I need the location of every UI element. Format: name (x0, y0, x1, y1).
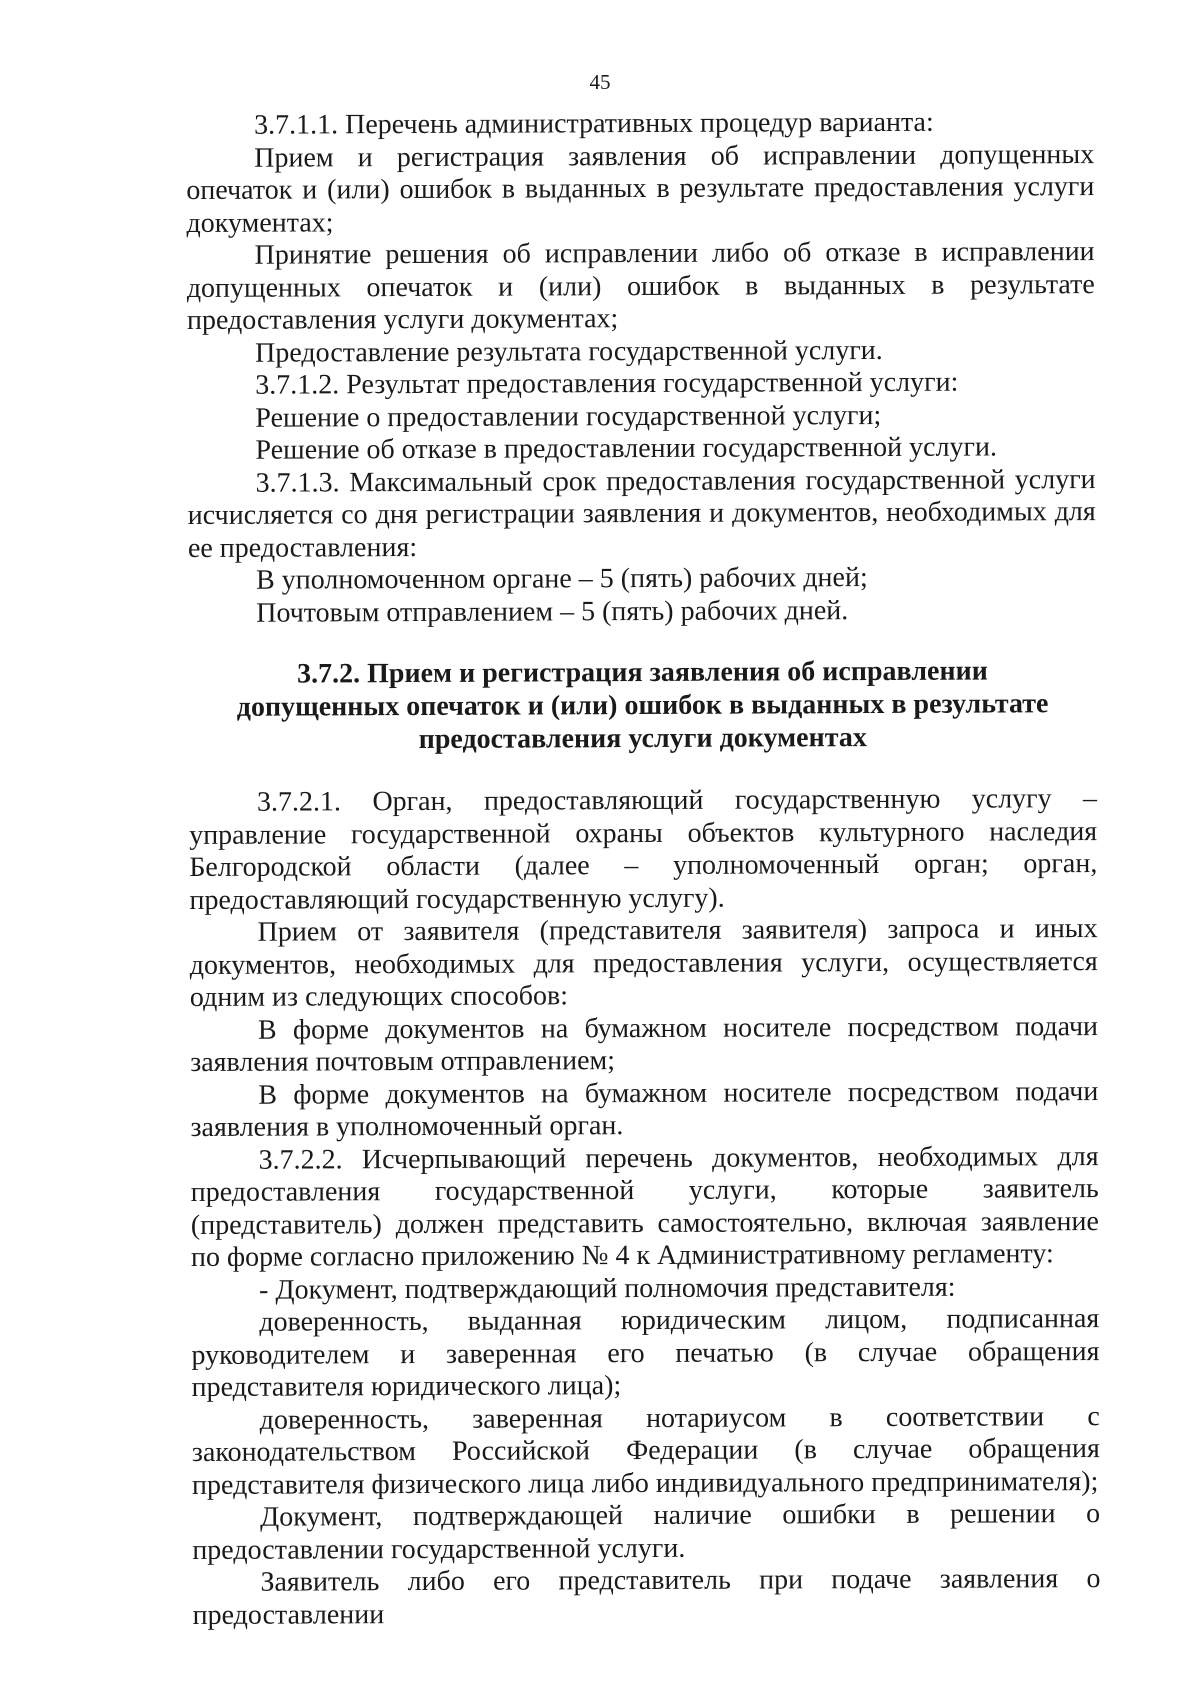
heading-line-2: допущенных опечаток и (или) ошибок в выданных в результате (236, 688, 1049, 723)
list-item-procedure-3: Предоставление результата государственной услуги. (254, 334, 883, 369)
list-item-procedure-2: Принятие решения об исправлении либо об отказе в исправлении допущенных опечаток и (или) ошибок в выданных в результате предоставления услуги документах; (186, 236, 1095, 336)
list-item-method-2: В форме документов на бумажном носителе посредством подачи заявления в уполномоченный орган. (190, 1075, 1099, 1143)
paragraph-submission-methods: Прием от заявителя (представителя заявителя) запроса и иных документов, необходимых для предоставления услуги, осуществляется одним из следующих способов: (189, 913, 1098, 1013)
list-item-procedure-1: Прием и регистрация заявления об исправлении допущенных опечаток и (или) ошибок в выданных в результате предоставления услуги документах; (186, 138, 1095, 239)
list-item-term-2: Почтовым отправлением – 5 (пять) рабочих дней. (256, 594, 849, 629)
list-item-power-of-attorney-notary: доверенность, заверенная нотариусом в соответствии с законодательством Российской Федерации (в случае обращения представителя физического лица либо индивидуального предпринимателя); (191, 1400, 1100, 1501)
paragraph-applicant-submission: Заявитель либо его представитель при подаче заявления о предоставлении (192, 1563, 1101, 1631)
list-item-term-1: В уполномоченном органе – 5 (пять) рабочих дней; (255, 562, 868, 596)
page-number: 45 (589, 70, 611, 94)
list-item-error-document: Документ, подтверждающей наличие ошибки в решении о предоставлении государственной услуги. (192, 1498, 1101, 1566)
list-item-result-1: Решение о предоставлении государственной услуги; (255, 399, 882, 434)
list-item-result-2: Решение об отказе в предоставлении государственной услуги. (255, 431, 998, 466)
paragraph-3-7-1-3: 3.7.1.3. Максимальный срок предоставления государственной услуги исчисляется со дня регистрации заявления и документов, необходимых для ее предоставления: (187, 463, 1096, 564)
document-body (186, 106, 1101, 1632)
list-item-method-1: В форме документов на бумажном носителе посредством подачи заявления почтовым отправлением; (190, 1010, 1099, 1078)
heading-line-1: 3.7.2. Прием и регистрация заявления об исправлении (297, 655, 988, 690)
list-item-document-authority: - Документ, подтверждающий полномочия представителя: (259, 1271, 956, 1306)
paragraph-3-7-2-2: 3.7.2.2. Исчерпывающий перечень документов, необходимых для предоставления государственной услуги, которые заявитель (представитель) должен представить самостоятельно, включая заявление по форме согласно приложению № 4 к Административному регламенту: (190, 1140, 1099, 1273)
list-item-power-of-attorney-legal: доверенность, выданная юридическим лицом, подписанная руководителем и заверенная его печатью (в случае обращения представителя юридического лица); (191, 1303, 1100, 1403)
heading-line-3: предоставления услуги документах (418, 722, 867, 755)
paragraph-3-7-1-2: 3.7.1.2. Результат предоставления государственной услуги: (255, 366, 959, 401)
paragraph-3-7-1-1: 3.7.1.1. Перечень административных процедур варианта: (253, 106, 934, 141)
paragraph-3-7-2-1: 3.7.2.1. Орган, предоставляющий государственную услугу – управление государственной охраны объектов культурного наследия Белгородской области (далее – уполномоченный орган; орган, предоставляющий государственную услугу). (189, 783, 1098, 916)
section-heading-3-7-2 (188, 654, 1096, 757)
